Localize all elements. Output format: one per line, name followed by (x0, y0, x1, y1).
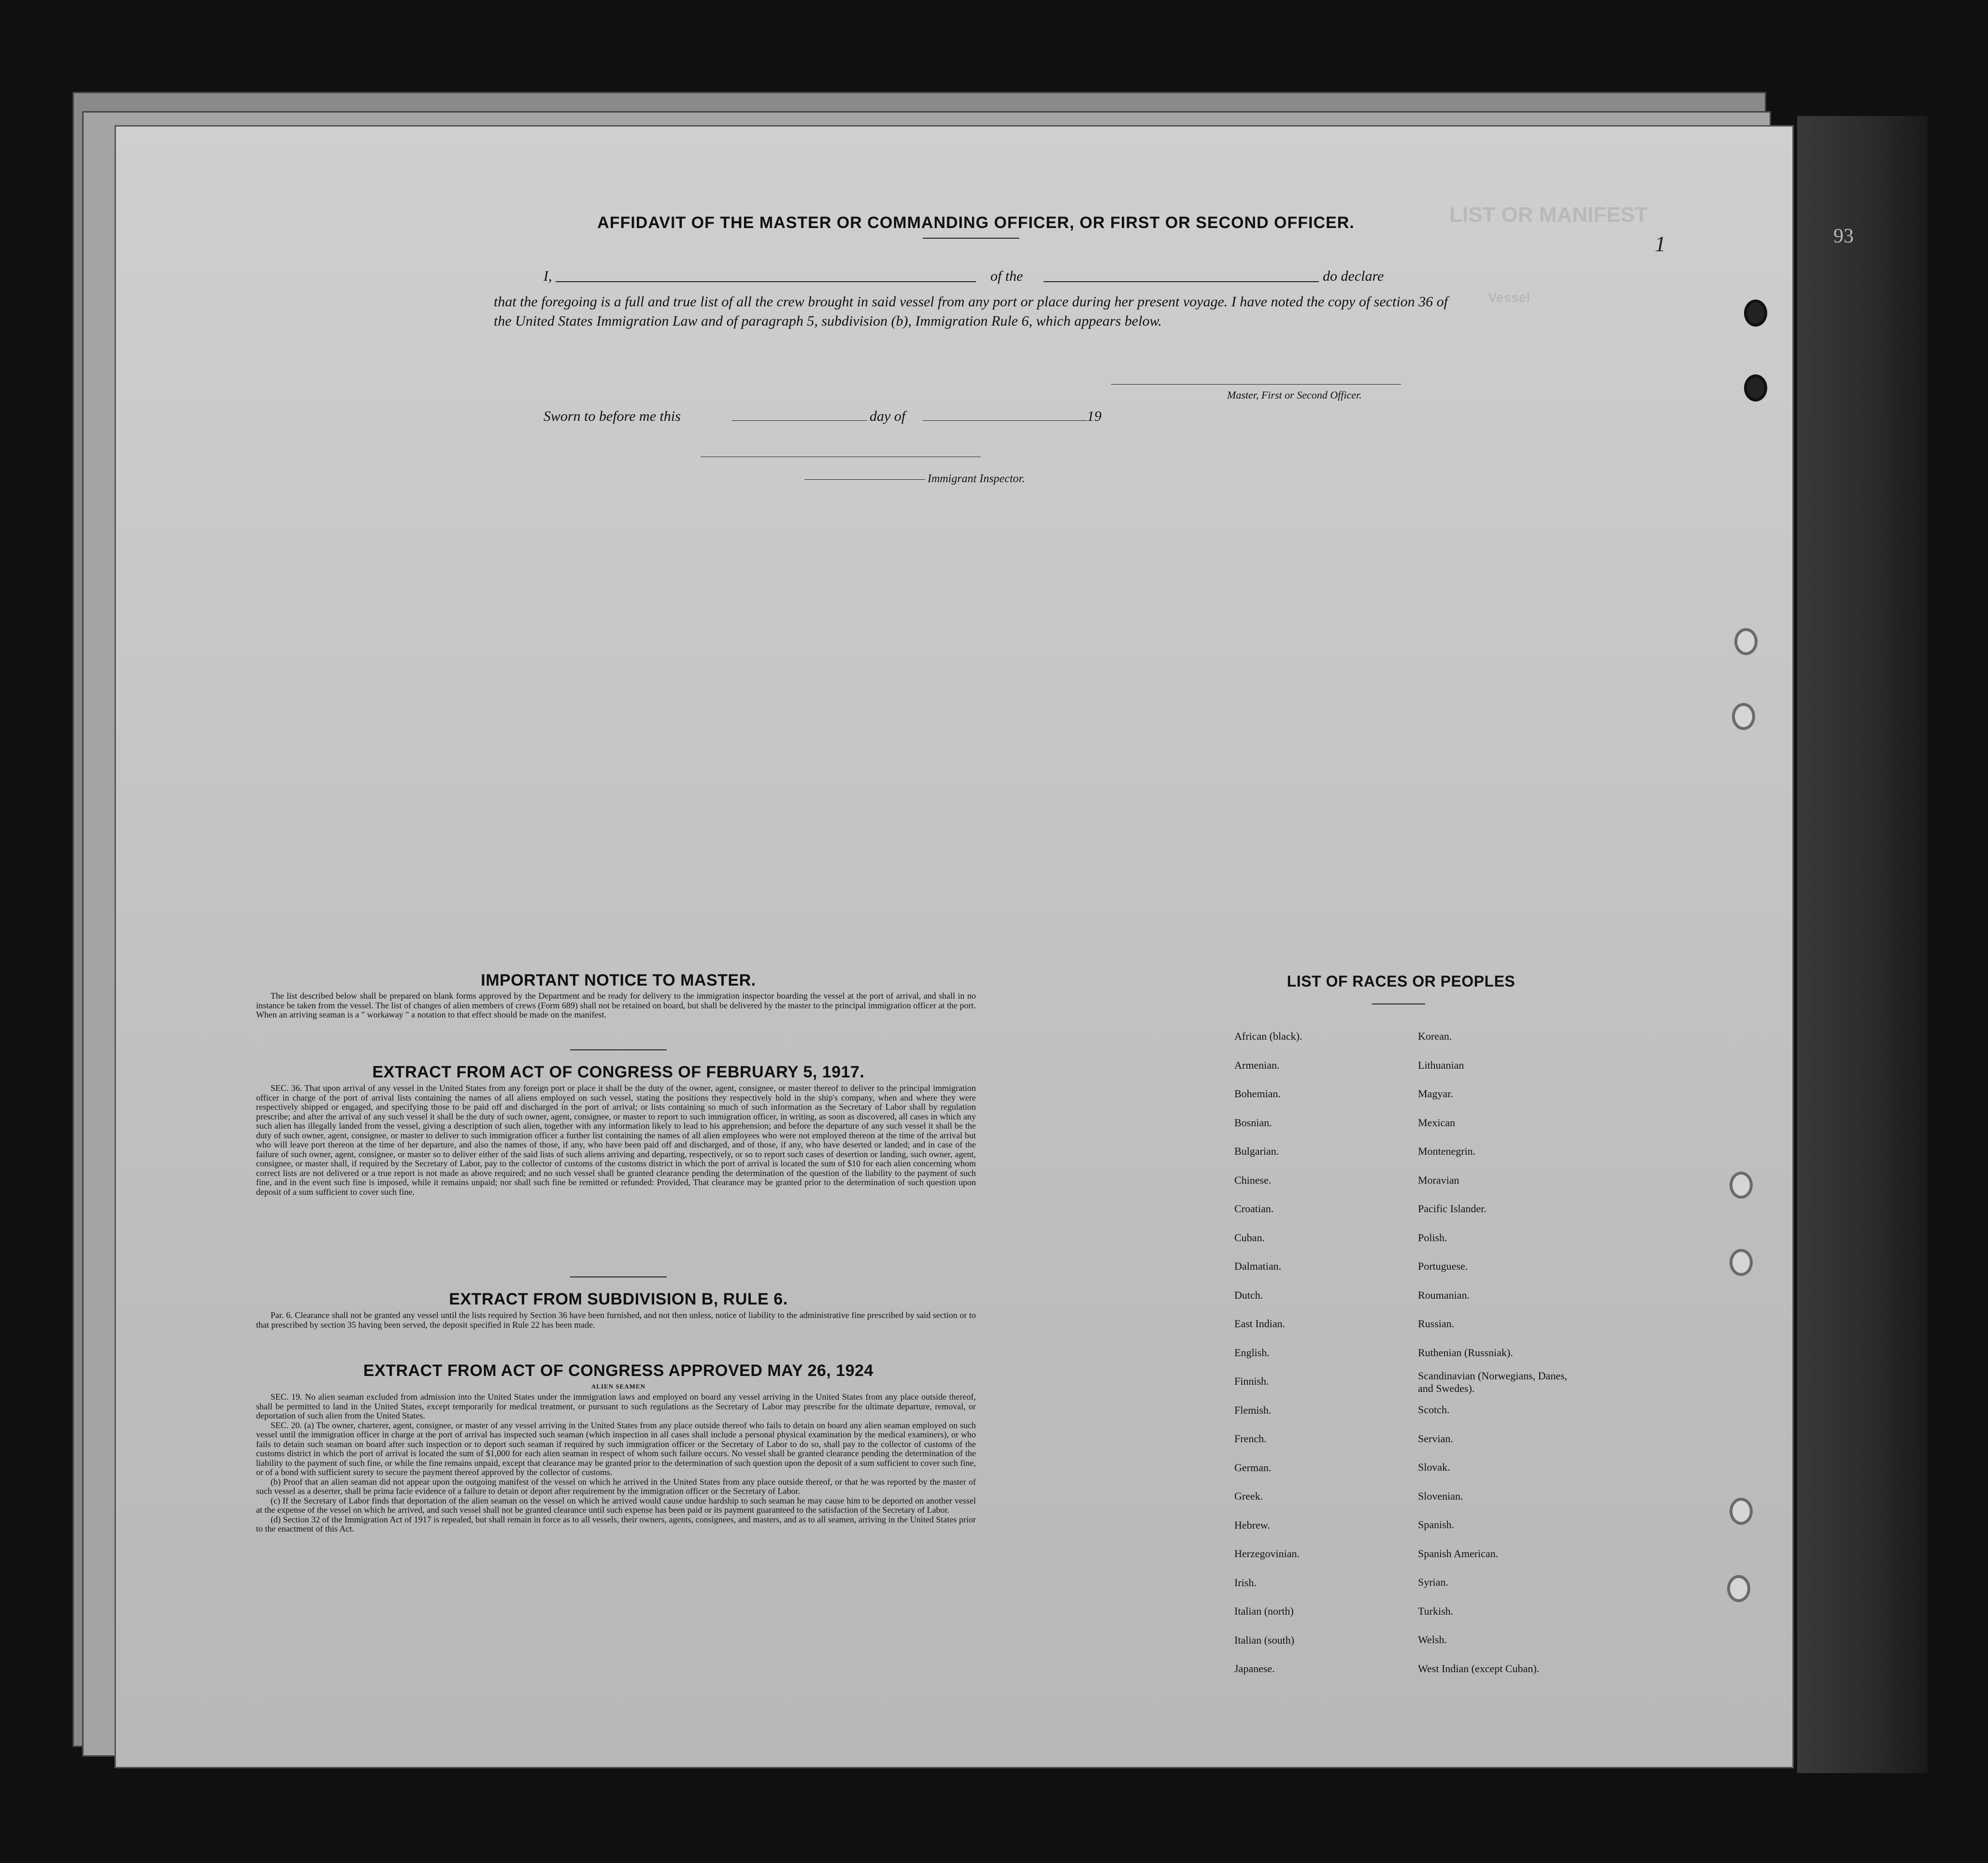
race-item: Armenian. (1234, 1059, 1280, 1071)
notice-rule (570, 1049, 667, 1050)
section-36-paragraph: SEC. 36. That upon arrival of any vessel in the United States from any foreign port or place it shall be the duty of the owner, agent, consignee, or master thereof to deliver to the principal immigration officer in charge of the port of arrival lists containing the names of all aliens employed on such vessel, stating the positions they respectively hold in the ship's company, when and where they were respectively shipped or engaged, and specifying those to be paid off and discharged in the port of arrival; or lists containing so much of such information as the Secretary of Labor shall by regulation prescribe; and after the arrival of any such vessel it shall be the duty of such owner, agent, consignee, or master to report to such immigration officer, in writing, as soon as discovered, all cases in which any such alien has illegally landed from the vessel, giving a description of such alien, together with any information likely to lead to his apprehension; and before the departure of any such vessel it shall be the duty of such owner, agent, consignee, or master to deliver to such immigration officer a further list containing the names of all alien employees who were not employed thereon at the time of the arrival but who will leave port thereon at the time of her departure, and also the names of those, if any, who have been paid off and discharged, and of those, if any, who have deserted or landed; and in case of the failure of such owner, agent, consignee, or master so to deliver either of the said lists of such aliens arriving and departing, respectively, or so to report such cases of desertion or landing, such owner, agent, consignee, or master shall, if required by the Secretary of Labor, pay to the collector of customs of the customs district in which the port of arrival is located the sum of $10 for each alien concerning whom correct lists are not delivered or a true report is not made as above required; and no such vessel shall be granted clearance pending the determination of the question of the liability to the payment of such fine, and in the event such fine is imposed, while it remains unpaid; nor shall such fine be remitted or refunded: Provided, That clearance may be granted prior to the determination of such question upon deposit of a sum sufficient to cover such fine. (256, 1083, 976, 1197)
race-item: Slovak. (1418, 1461, 1450, 1473)
binding-edge (1797, 116, 1928, 1773)
extract-1917-title: EXTRACT FROM ACT OF CONGRESS OF FEBRUARY 5, 1917. (372, 1063, 865, 1081)
sworn-text: Sworn to before me this (543, 408, 681, 424)
binder-hole (1727, 1575, 1750, 1602)
binder-hole (1732, 703, 1755, 730)
master-signature-line[interactable] (1111, 384, 1401, 385)
race-item: French. (1234, 1433, 1267, 1445)
extract-1917-rule (570, 1276, 667, 1277)
race-item: Dalmatian. (1234, 1260, 1282, 1272)
race-item: Welsh. (1418, 1634, 1447, 1646)
binder-hole (1730, 1498, 1753, 1525)
race-item: Flemish. (1234, 1404, 1272, 1416)
race-item: African (black). (1234, 1030, 1302, 1042)
race-item: Irish. (1234, 1576, 1257, 1589)
section-20c-paragraph: (c) If the Secretary of Labor finds that deportation of the alien seaman on the vessel on which he arrived would cause undue hardship to such seaman he may cause him to be deported on another vessel at the expense of the vessel on which he arrived, and such vessel shall not be granted clearance until such expense has been paid or its payment guaranteed to the satisfaction of the Secretary of Labor. (256, 1495, 976, 1515)
vessel-blank[interactable] (1044, 281, 1319, 282)
extract-rule6-text (256, 1311, 976, 1330)
affidavit-statement: that the foregoing is a full and true list of all the crew brought in said vessel from any port or place during her present voyage. I have noted the copy of section 36 of the United States Immigration Law and of paragraph 5, subdivision (b), Immigration Rule 6, which appears below. (494, 294, 1448, 329)
binder-hole (1730, 1172, 1753, 1199)
race-item: Herzegovinian. (1234, 1548, 1300, 1560)
declaration-of-the: of the (990, 268, 1023, 284)
handwritten-sheet-number: 1 (1655, 231, 1666, 256)
notice-title: IMPORTANT NOTICE TO MASTER. (481, 971, 756, 989)
alien-seamen-subtitle: ALIEN SEAMEN (591, 1383, 646, 1390)
race-item: Italian (north) (1234, 1605, 1294, 1617)
race-item: Turkish. (1418, 1605, 1454, 1617)
race-item: Scandinavian (Norwegians, Danes, and Swedes). (1418, 1370, 1568, 1394)
handwritten-page-number: 93 (1833, 225, 1854, 247)
binder-hole (1730, 1249, 1753, 1276)
race-item: Ruthenian (Russniak). (1418, 1346, 1513, 1359)
declaration-end: do declare (1323, 268, 1384, 284)
race-item: Bulgarian. (1234, 1145, 1279, 1157)
extract-1924-text (256, 1392, 976, 1534)
race-item: Chinese. (1234, 1174, 1272, 1186)
day-of-text: day of (870, 408, 906, 424)
races-title-rule (1372, 1003, 1425, 1004)
name-blank[interactable] (556, 281, 976, 282)
race-item: Greek. (1234, 1490, 1263, 1502)
race-item: Montenegrin. (1418, 1145, 1476, 1157)
race-item: Hebrew. (1234, 1519, 1270, 1531)
race-item: Cuban. (1234, 1231, 1265, 1244)
race-item: Russian. (1418, 1318, 1455, 1330)
section-20b-paragraph: (b) Proof that an alien seaman did not appear upon the outgoing manifest of the vessel on which he arrived in the United States from any place outside thereof, or that he was reported by the master of such vessel as a deserter, shall be prima facie evidence of a failure to detain or deport after requirement by the immigration officer or the Secretary of Labor. (256, 1476, 976, 1496)
races-right-column (1418, 1022, 1621, 1683)
race-item: Moravian (1418, 1174, 1459, 1186)
race-item: Portuguese. (1418, 1260, 1468, 1272)
notice-paragraph: The list described below shall be prepared on blank forms approved by the Department and be ready for delivery to the immigration inspector boarding the vessel at the port of arrival, and shall in no instance be taken from the vessel. The list of changes of alien members of crews (Form 689) shall not be retained on board, but shall be delivered by the master to the principal immigration officer at the port. When an arriving seaman is a " workaway " a notation to that effect should be made on the manifest. (256, 991, 976, 1019)
race-item: Magyar. (1418, 1088, 1453, 1100)
race-item: German. (1234, 1461, 1272, 1474)
races-title: LIST OF RACES OR PEOPLES (1287, 973, 1516, 990)
extract-rule6-title: EXTRACT FROM SUBDIVISION B, RULE 6. (449, 1290, 788, 1308)
race-item: Servian. (1418, 1432, 1453, 1445)
master-signature-label: Master, First or Second Officer. (1227, 389, 1362, 401)
race-item: Japanese. (1234, 1662, 1275, 1675)
race-item: Bosnian. (1234, 1116, 1272, 1129)
race-item: Roumanian. (1418, 1289, 1470, 1301)
race-item: West Indian (except Cuban). (1418, 1662, 1540, 1675)
year-prefix: 19 (1087, 408, 1101, 424)
race-item: Syrian. (1418, 1576, 1448, 1588)
affidavit-title-rule (923, 238, 1019, 239)
section-19-paragraph: SEC. 19. No alien seaman excluded from admission into the United States under the immigration laws and employed on board any vessel arriving in the United States from any place outside thereof, shall be permitted to land in the United States, except temporarily for medical treatment, or pursuant to such regulations as the Secretary of Labor may prescribe for the ultimate departure, removal, or deportation of such alien from the United States. (256, 1392, 976, 1420)
binder-hole (1734, 628, 1758, 655)
race-item: Spanish American. (1418, 1547, 1499, 1560)
race-item: Lithuanian (1418, 1059, 1464, 1071)
rule6-paragraph: Par. 6. Clearance shall not be granted any vessel until the lists required by Section 36 have been furnished, and not then unless, notice of liability to the administrative fine prescribed by said section or to that prescribed by section 35 having been served, the deposit specified in Rule 22 has been made. (256, 1310, 976, 1330)
race-item: Slovenian. (1418, 1490, 1463, 1502)
affidavit-declaration-line (543, 268, 552, 285)
section-20d-paragraph: (d) Section 32 of the Immigration Act of 1917 is repealed, but shall remain in force as to all vessels, their owners, agents, consignees, and masters, and as to all seamen, arriving in the United States prior to the enactment of this Act. (256, 1514, 976, 1533)
binder-hole (1744, 300, 1767, 327)
sworn-month-blank[interactable] (923, 420, 1087, 421)
inspector-label: Immigrant Inspector. (928, 473, 1025, 485)
extract-1924-title: EXTRACT FROM ACT OF CONGRESS APPROVED MAY 26, 1924 (363, 1361, 873, 1380)
section-20a-paragraph: SEC. 20. (a) The owner, charterer, agent, consignee, or master of any vessel arriving in the United States from any place outside thereof who fails to detain on board any alien seaman employed on such vessel until the immigration officer in charge at the port of arrival has inspected such seaman (which inspection in all cases shall include a personal physical examination by the medical examiners), or who fails to detain such seaman on board after such inspection or to deport such seaman if required by such immigration officer or the Secretary of Labor to do so, shall pay to the collector of customs of the customs district in which the port of arrival is located the sum of $1,000 for each alien seaman in respect of whom such failure occurs. No vessel shall be granted clearance pending the determination of the liability to the payment of such fine, or while the fine remains unpaid, except that clearance may be granted prior to the determination of such question upon the deposit of a sum sufficient to cover such fine, or of a bond with sufficient surety to secure the payment thereof approved by the collector of customs. (256, 1420, 976, 1477)
sworn-day-blank[interactable] (732, 420, 867, 421)
bleed-through-heading: LIST OR MANIFEST (1449, 203, 1648, 227)
race-item: Spanish. (1418, 1519, 1455, 1531)
race-item: Korean. (1418, 1030, 1452, 1042)
race-item: Croatian. (1234, 1203, 1274, 1215)
races-left-column (1234, 1022, 1437, 1683)
race-item: East Indian. (1234, 1318, 1286, 1330)
notice-text (256, 991, 976, 1020)
bleed-through-column: Vessel (1488, 290, 1530, 305)
inspector-signature-line[interactable] (804, 479, 925, 480)
race-item: Italian (south) (1234, 1634, 1295, 1646)
race-item: Pacific Islander. (1418, 1203, 1487, 1215)
extract-1917-text (256, 1084, 976, 1197)
race-item: English. (1234, 1346, 1270, 1359)
race-item: Scotch. (1418, 1404, 1450, 1416)
affidavit-title: AFFIDAVIT OF THE MASTER OR COMMANDING OFFICER, OR FIRST OR SECOND OFFICER. (597, 214, 1355, 232)
race-item: Bohemian. (1234, 1088, 1281, 1100)
declaration-i: I, (543, 268, 552, 284)
race-item: Finnish. (1234, 1375, 1269, 1387)
race-item: Polish. (1418, 1231, 1447, 1244)
race-item: Dutch. (1234, 1289, 1263, 1301)
binder-hole (1744, 374, 1767, 401)
race-item: Mexican (1418, 1116, 1455, 1129)
